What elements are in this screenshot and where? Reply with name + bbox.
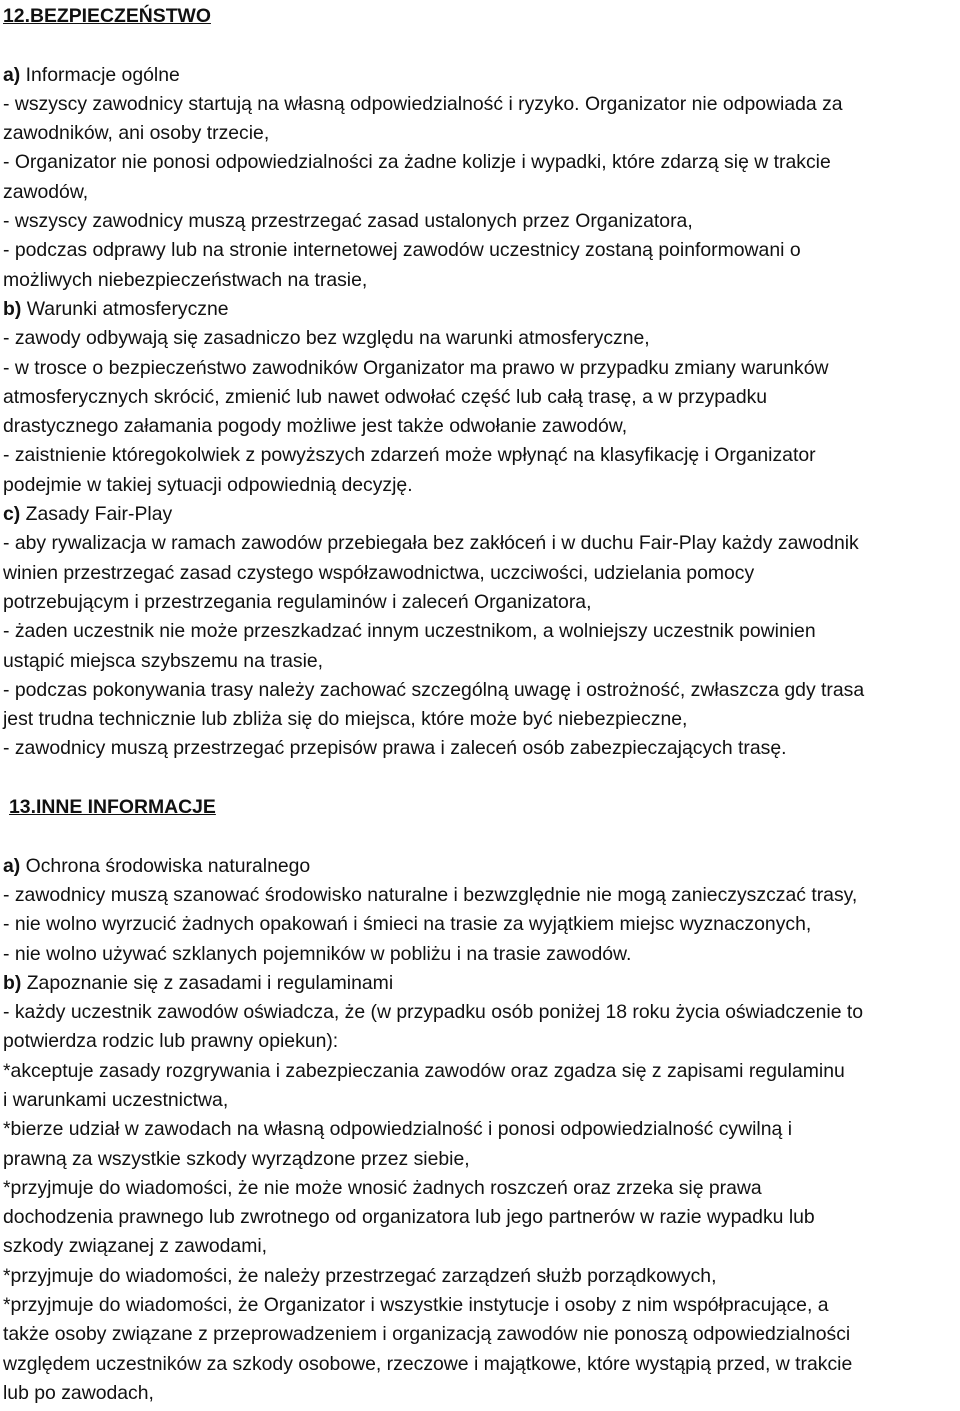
spacer <box>3 822 958 851</box>
subsection-12c-body <box>3 529 958 763</box>
subsection-title-text: Warunki atmosferyczne <box>21 297 229 320</box>
text-line: potrzebującym i przestrzegania regulaminów i zaleceń Organizatora, <box>3 590 592 613</box>
subsection-title-text: Zasady Fair-Play <box>20 503 173 526</box>
text-line: zawodników, ani osoby trzecie, <box>3 122 270 145</box>
subsection-label: a) <box>3 854 21 877</box>
text-line: *akceptuje zasady rozgrywania i zabezpieczania zawodów oraz zgadza się z zapisami regulaminu <box>3 1059 845 1082</box>
subsection-label: a) <box>3 63 21 86</box>
text-line: jest trudna technicznie lub zbliża się do miejsca, które może być niebezpieczne, <box>3 708 688 731</box>
text-line: *przyjmuje do wiadomości, że należy przestrzegać zarządzeń służb porządkowych, <box>3 1264 717 1287</box>
text-line: *przyjmuje do wiadomości, że nie może wnosić żadnych roszczeń oraz zrzeka się prawa <box>3 1176 762 1199</box>
text-line: - podczas pokonywania trasy należy zachować szczególną uwagę i ostrożność, zwłaszcza gdy trasa <box>3 678 865 701</box>
text-line: - zawodnicy muszą szanować środowisko naturalne i bezwzględnie nie mogą zanieczyszczać trasy, <box>3 883 858 906</box>
text-line: atmosferycznych skrócić, zmienić lub nawet odwołać część lub całą trasę, a w przypadku <box>3 385 768 408</box>
subsection-13b-body <box>3 998 958 1408</box>
text-line: - podczas odprawy lub na stronie internetowej zawodów uczestnicy zostaną poinformowani o <box>3 239 801 262</box>
text-line: prawną za wszystkie szkody wyrządzone przez siebie, <box>3 1147 470 1170</box>
subsection-title-text: Zapoznanie się z zasadami i regulaminami <box>21 971 394 994</box>
subsection-13b-title <box>3 969 958 998</box>
text-line: lub po zawodach, <box>3 1381 154 1404</box>
text-line: - żaden uczestnik nie może przeszkadzać innym uczestnikom, a wolniejszy uczestnik powinien <box>3 620 816 643</box>
text-line: winien przestrzegać zasad czystego współzawodnictwa, uczciwości, udzielania pomocy <box>3 561 755 584</box>
text-line: podejmie w takiej sytuacji odpowiednią decyzję. <box>3 473 413 496</box>
subsection-label: b) <box>3 297 22 320</box>
text-line: względem uczestników za szkody osobowe, rzeczowe i majątkowe, które wystąpią przed, w trakcie <box>3 1352 853 1375</box>
spacer <box>3 764 958 793</box>
text-line: *bierze udział w zawodach na własną odpowiedzialność i ponosi odpowiedzialność cywilną i <box>3 1118 793 1141</box>
section-13-heading: 13.INNE INFORMACJE <box>9 796 216 819</box>
text-line: *przyjmuje do wiadomości, że Organizator i wszystkie instytucje i osoby z nim współpracujące, a <box>3 1294 829 1317</box>
subsection-12a-title <box>3 61 958 90</box>
text-line: potwierdza rodzic lub prawny opiekun): <box>3 1030 339 1053</box>
text-line: - wszyscy zawodnicy muszą przestrzegać zasad ustalonych przez Organizatora, <box>3 210 693 233</box>
text-line: ustąpić miejsca szybszemu na trasie, <box>3 649 324 672</box>
subsection-13a-body <box>3 881 958 969</box>
spacer <box>3 31 958 60</box>
text-line: - Organizator nie ponosi odpowiedzialności za żadne kolizje i wypadki, które zdarzą się w trakcie <box>3 151 831 174</box>
text-line: - nie wolno używać szklanych pojemników w pobliżu i na trasie zawodów. <box>3 942 632 965</box>
text-line: - aby rywalizacja w ramach zawodów przebiegała bez zakłóceń i w duchu Fair-Play każdy zawodnik <box>3 532 859 555</box>
text-line: dochodzenia prawnego lub zwrotnego od organizatora lub jego partnerów w razie wypadku lub <box>3 1206 815 1229</box>
text-line: - nie wolno wyrzucić żadnych opakowań i śmieci na trasie za wyjątkiem miejsc wyznaczonych, <box>3 913 812 936</box>
text-line: i warunkami uczestnictwa, <box>3 1088 229 1111</box>
text-line: - w trosce o bezpieczeństwo zawodników Organizator ma prawo w przypadku zmiany warunków <box>3 356 829 379</box>
section-12-heading: 12.BEZPIECZEŃSTWO <box>3 5 211 27</box>
text-line: - każdy uczestnik zawodów oświadcza, że (w przypadku osób poniżej 18 roku życia oświadczenie to <box>3 1001 864 1024</box>
text-line: także osoby związane z przeprowadzeniem i organizacją zawodów nie ponoszą odpowiedzialności <box>3 1323 851 1346</box>
text-line: - wszyscy zawodnicy startują na własną odpowiedzialność i ryzyko. Organizator nie odpowiada za <box>3 92 843 115</box>
text-line: - zaistnienie któregokolwiek z powyższych zdarzeń może wpłynąć na klasyfikację i Organizator <box>3 444 816 467</box>
text-line: drastycznego załamania pogody możliwe jest także odwołanie zawodów, <box>3 415 628 438</box>
document-page <box>3 2 958 1408</box>
subsection-13a-title <box>3 852 958 881</box>
subsection-12b-body <box>3 324 958 500</box>
subsection-12b-title <box>3 295 958 324</box>
subsection-12c-title <box>3 500 958 529</box>
subsection-label: c) <box>3 503 21 526</box>
subsection-12a-body <box>3 90 958 295</box>
text-line: zawodów, <box>3 180 89 203</box>
text-line: - zawody odbywają się zasadniczo bez względu na warunki atmosferyczne, <box>3 327 650 350</box>
subsection-title-text: Informacje ogólne <box>20 63 180 86</box>
subsection-title-text: Ochrona środowiska naturalnego <box>20 854 311 877</box>
subsection-label: b) <box>3 971 22 994</box>
text-line: szkody związanej z zawodami, <box>3 1235 268 1258</box>
text-line: możliwych niebezpieczeństwach na trasie, <box>3 268 368 291</box>
text-line: - zawodnicy muszą przestrzegać przepisów prawa i zaleceń osób zabezpieczających trasę. <box>3 737 787 760</box>
